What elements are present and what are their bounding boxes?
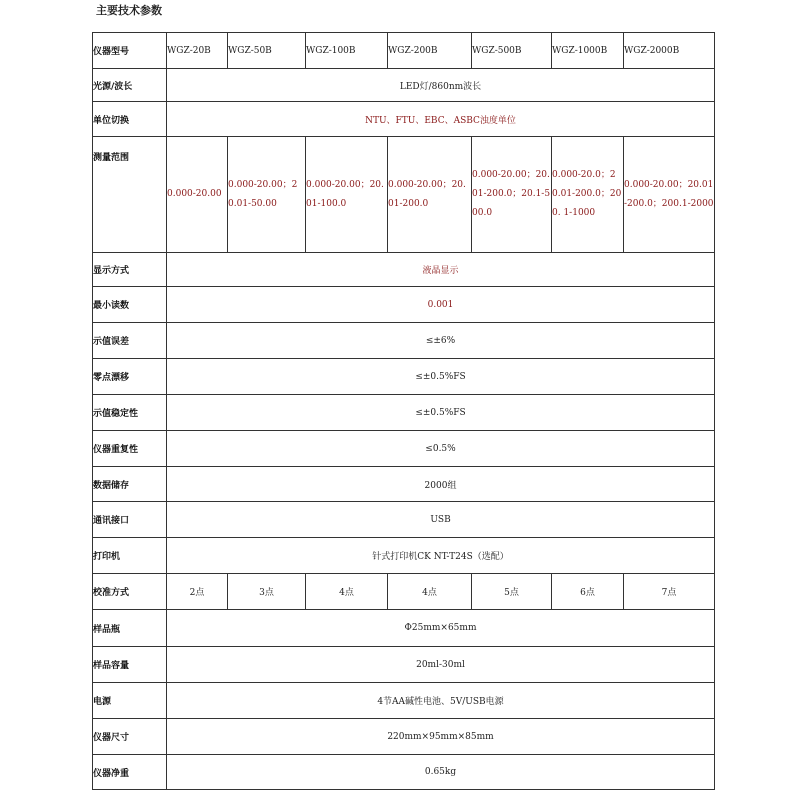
model-cell: WGZ-100B [306,33,388,69]
capacity-value: 20ml-30ml [167,647,715,683]
weight-value: 0.65kg [167,755,715,790]
model-cell: WGZ-50B [228,33,306,69]
range-label: 测量范围 [93,137,167,253]
row-bottle [93,610,715,647]
size-value: 220mm×95mm×85mm [167,719,715,755]
row-display [93,253,715,287]
power-label: 电源 [93,683,167,719]
range-cell: 0.000-20.00；20.01-200.0 [388,137,472,253]
repeatability-value: ≤0.5% [167,431,715,467]
bottle-value: Φ25mm×65mm [167,610,715,647]
row-weight [93,755,715,790]
interface-label: 通讯接口 [93,502,167,538]
model-cell: WGZ-500B [472,33,552,69]
weight-label: 仪器净重 [93,755,167,790]
light-source-label: 光源/波长 [93,69,167,102]
storage-label: 数据储存 [93,467,167,502]
calibration-cell: 4点 [388,574,472,610]
row-error [93,323,715,359]
row-light-source [93,69,715,102]
printer-label: 打印机 [93,538,167,574]
model-cell: WGZ-2000B [624,33,715,69]
zero-drift-label: 零点漂移 [93,359,167,395]
row-size [93,719,715,755]
zero-drift-value: ≤±0.5%FS [167,359,715,395]
row-range [93,137,715,253]
row-zero-drift [93,359,715,395]
calibration-label: 校准方式 [93,574,167,610]
display-value: 液晶显示 [167,253,715,287]
error-label: 示值误差 [93,323,167,359]
row-calibration [93,574,715,610]
calibration-cell: 6点 [552,574,624,610]
range-cell: 0.000-20.00；20.01-50.00 [228,137,306,253]
row-storage [93,467,715,502]
row-min-reading [93,287,715,323]
calibration-cell: 3点 [228,574,306,610]
calibration-cell: 2点 [167,574,228,610]
storage-value: 2000组 [167,467,715,502]
power-value: 4节AA碱性电池、5V/USB电源 [167,683,715,719]
range-cell: 0.000-20.0；20.01-200.0；200. 1-1000 [552,137,624,253]
row-printer [93,538,715,574]
display-label: 显示方式 [93,253,167,287]
row-model [93,33,715,69]
interface-value: USB [167,502,715,538]
row-capacity [93,647,715,683]
row-interface [93,502,715,538]
size-label: 仪器尺寸 [93,719,167,755]
row-power [93,683,715,719]
unit-switch-value: NTU、FTU、EBC、ASBC浊度单位 [167,102,715,137]
range-cell: 0.000-20.00 [167,137,228,253]
min-reading-label: 最小读数 [93,287,167,323]
calibration-cell: 4点 [306,574,388,610]
printer-value: 针式打印机CK NT-T24S（选配） [167,538,715,574]
capacity-label: 样品容量 [93,647,167,683]
range-cell: 0.000-20.00；20.01-200.0；20.1-500.0 [472,137,552,253]
range-cell: 0.000-20.00；20.01-200.0；200.1-2000 [624,137,715,253]
stability-label: 示值稳定性 [93,395,167,431]
light-source-value: LED灯/860nm波长 [167,69,715,102]
row-unit-switch [93,102,715,137]
model-label: 仪器型号 [93,33,167,69]
calibration-cell: 7点 [624,574,715,610]
bottle-label: 样品瓶 [93,610,167,647]
min-reading-value: 0.001 [167,287,715,323]
model-cell: WGZ-1000B [552,33,624,69]
model-cell: WGZ-200B [388,33,472,69]
error-value: ≤±6% [167,323,715,359]
row-stability [93,395,715,431]
stability-value: ≤±0.5%FS [167,395,715,431]
page-title: 主要技术参数 [96,4,162,17]
repeatability-label: 仪器重复性 [93,431,167,467]
unit-switch-label: 单位切换 [93,102,167,137]
row-repeatability [93,431,715,467]
calibration-cell: 5点 [472,574,552,610]
range-cell: 0.000-20.00；20.01-100.0 [306,137,388,253]
model-cell: WGZ-20B [167,33,228,69]
spec-table [92,32,715,790]
